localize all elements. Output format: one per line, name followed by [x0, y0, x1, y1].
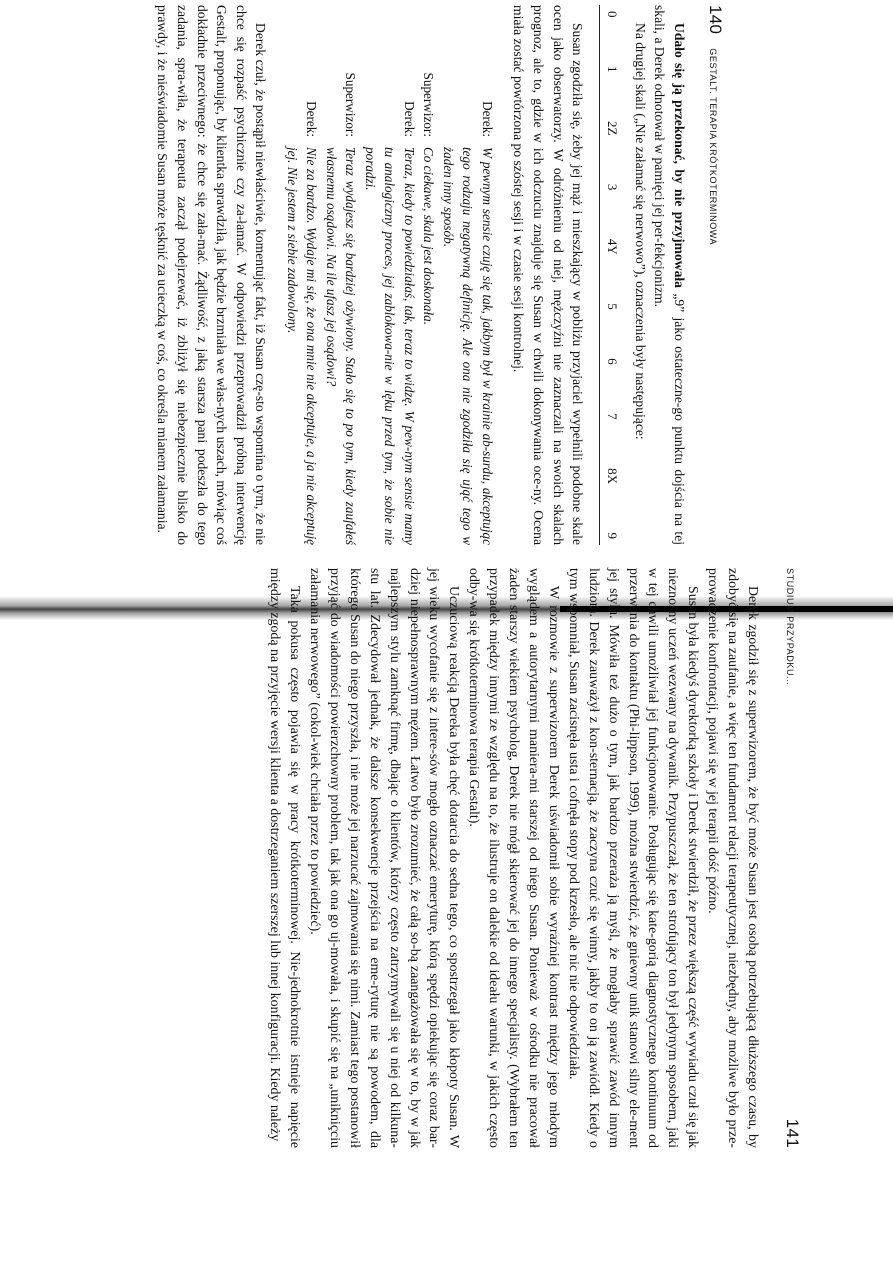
page-141	[72, 568, 802, 1148]
scale-mark: 6	[605, 358, 621, 365]
page-number-right: 141	[783, 1118, 802, 1148]
page-140	[0, 5, 725, 545]
dialog-line	[419, 5, 439, 545]
dialog-line	[282, 5, 321, 545]
paragraph-4: Uczuciową reakcją Dereka była chęć dotarcia do sedna tego, co spostrzegał jako kłopoty Susan. W jej wieku wycofanie się z intere-sów mogło oznaczać emeryturę, którą spędzi opiekując się coraz bar-dziej niepełnosprawnym mężem. Łatwo było zrozumieć, że całą so-bą zaangażowała się w to, by w jak najlepszym stylu zamknąć firmę, dbając o klientów, którzy często zatrzymywali się u niej od kilkuna-stu lat. Zdecydował jednak, że dalsze konsekwencje przejścia na eme-ryturę nie są powodem, dla którego Susan do niego przyszła, i nie może jej narzucać zajmowania się nimi. Zamiast tego postanowił przyjąć do wiadomości powierzchowny problem, tak jak ona go uj-mowała, i skupić się na „unikniçciu załamania nerwowego” (cokol-wiek chciała przez to powiedzieć).	[307, 568, 462, 1148]
speaker-label: Derek:	[479, 101, 495, 137]
utterance: Teraz, kiedy to powiedziałaś, tak, teraz to widzę. W pew-nym sensie mamy tu analogiczny proces, jej zablokowa-nie w lęku przed tym, że sobie nie poradzi.	[362, 147, 417, 545]
paragraph-4: Derek czuł, że postąpił niewłaściwie, komentując fakt, iż Susan czę-sto wspomina o tym, że nie chce się rozpaść psychicznie czy za-łamać. W odpowiedzi przeprowadził próbną interwencję Gestalt, proponując, by klientka sprawdziła, jak będzie brzmiała we włas-nych uszach, mówiąc coś dokładnie przeciwnego: że chce się zała-mać. Żądliwość, z jaką starsza pani podeszła do tego zadania, spra-wiła, że terapeuta zaczął podejrzewać, iż zbliżył się niebezpiecznie blisko do prawdy, i że nieświadomie Susan może tęsknić za ucieczką w coś, co określa mianem załamania.	[155, 5, 269, 545]
utterance: W pewnym sensie czuję się tak, jakbym był w krainie ab-surdu, akceptując tego rodzaju negatywną definicję. Ale ona nie zgodziła się ująć tego w żaden inny sposób.	[440, 147, 495, 545]
paragraph-5: Taka pokusa często pojawia się w pracy krótkoterminowej. Nie-jednokrotnie istnieje napięcie między zgodą na przyjęcie wersji klienta a dostrzeganiem szerszej lub innej konfiguracji. Kiedy należy	[267, 568, 303, 1148]
paragraph-1-rest: „9” jako ostateczne-go punktu dojścia na tej skali, a Derek odnotował w pamięci jej per-fekcjonizm.	[652, 5, 687, 546]
scale-mark: 4Y	[605, 238, 621, 255]
paragraph-3: W rozmowie z superwizorem Derek uświadomił sobie wyraźniej kontrast między jego młodym wyglądem a autorytarnymi maniera-mi starszej od niego Susan. Ponieważ w ośrodku nie pracował żaden starszy wiekiem psycholog, Derek nie mógł skierować jej do innego specjalisty. (Wybrałem ten przypadek między innymi ze względu na to, że ilustruje on dalekie od ideału warunki, w jakich często odby-wa się krótkoterminowa terapia Gestalt).	[466, 568, 561, 1148]
scale-mark: 3	[605, 183, 621, 191]
running-header-right	[782, 568, 802, 1148]
running-header-left	[705, 5, 725, 545]
speaker-label: Superwizor:	[343, 72, 359, 137]
scale-mark: 2Z	[605, 120, 621, 136]
scale-mark: 5	[605, 303, 621, 310]
page-number-left: 140	[706, 5, 725, 35]
speaker-label: Superwizor:	[421, 72, 437, 137]
scale-mark: 1	[605, 65, 621, 73]
rating-scale	[604, 11, 620, 539]
scale-mark: 8X	[605, 468, 621, 484]
speaker-label: Derek:	[401, 101, 417, 137]
running-title-right: STUDIUM PRZYPADKU...	[785, 568, 795, 686]
scale-line	[599, 5, 600, 545]
utterance: Nie za bardzo. Wydaje mi się, że ona mnie nie akceptuje, a ja nie akceptuję jej. Nie jestem z siebie zadowolony.	[284, 147, 320, 545]
utterance: Co ciekawe, skala jest doskonała.	[421, 147, 437, 325]
dialog-line	[438, 5, 497, 545]
scale-mark: 7	[605, 413, 621, 420]
scale-mark: 0	[605, 11, 621, 18]
dialog-block	[282, 5, 497, 545]
paragraph-2: Na drugiej skali („Nie załamać się nerwowo”), oznaczenia były następujące:	[632, 23, 648, 440]
paragraph-2: Susan była kiedyś dyrektorką szkoły i Derek stwierdził, że przez większą część wywiadu czuł się jak nieznośny uczeń wezwany na dywanik. Przypuszczał, że ten strofujący ton był jedynym sposobem, jaki w tej chwili umożliwiał jej funkcjonowanie. Posługując się kate-gorią diagnostycznego kontinuum od przerwania do kontaktu (Phi-lippson, 1999), można stwierdzić, że gniewny unik stanowi silny ele-ment jej stylu. Mówiła też dużo o tym, jak bardzo przeraża ją myśl, że mogłaby sprawić zawód innym ludziom. Derek zauważył z kon-sternacją, że zaczyna czuć się winny, jakby to on ją zawiódł. Kiedy o tym wspomniał, Susan zacisnęła usta i cofnęła stopy pod krzesło, ale nic nie odpowiedziała.	[565, 568, 701, 1148]
scale-mark: 9	[605, 532, 621, 539]
dialog-line	[360, 5, 419, 545]
paragraph-1	[650, 5, 689, 545]
dialog-line	[321, 5, 360, 545]
utterance: Teraz wydajesz się bardziej ożywiony. Stało się to po tym, kiedy zaufałeś własnemu osądowi. Na ile ufasz jej osądowi?	[323, 147, 359, 545]
speaker-label: Derek:	[304, 101, 320, 137]
paragraph-3: Susan zgodziła się, żeby jej mąż i mieszkający w pobliżu przyjaciel wypełnili podobne skale ocen jako obserwatorzy. W odróżnieniu od niej, mężczyźni nie zaznaczali na swoich skalach prognoz, ale to, gdzie w ich odczuciu znajduje się Susan w chwili dokonywania oce-ny. Ocena miała zostać powtórzona po szóstej sesji i w czasie sesji kontrolnej.	[511, 5, 586, 545]
bold-lead: Udało się ją przekonać, by nie przyjmowała	[672, 23, 687, 288]
paragraph-1: Derek zgodził się z superwizorem, że być może Susan jest osobą potrzebującą dłuższego czasu, by zdobyć się na zaufanie, a więc ten fundament relacji terapeutycznej, niezbędny, aby możliwe było prze-prowadzenie konfrontacji, pojawi się w jej terapii dość późno.	[705, 568, 760, 1148]
running-title-left: GESTALT. TERAPIA KRÓTKOTERMINOWA	[708, 48, 718, 246]
